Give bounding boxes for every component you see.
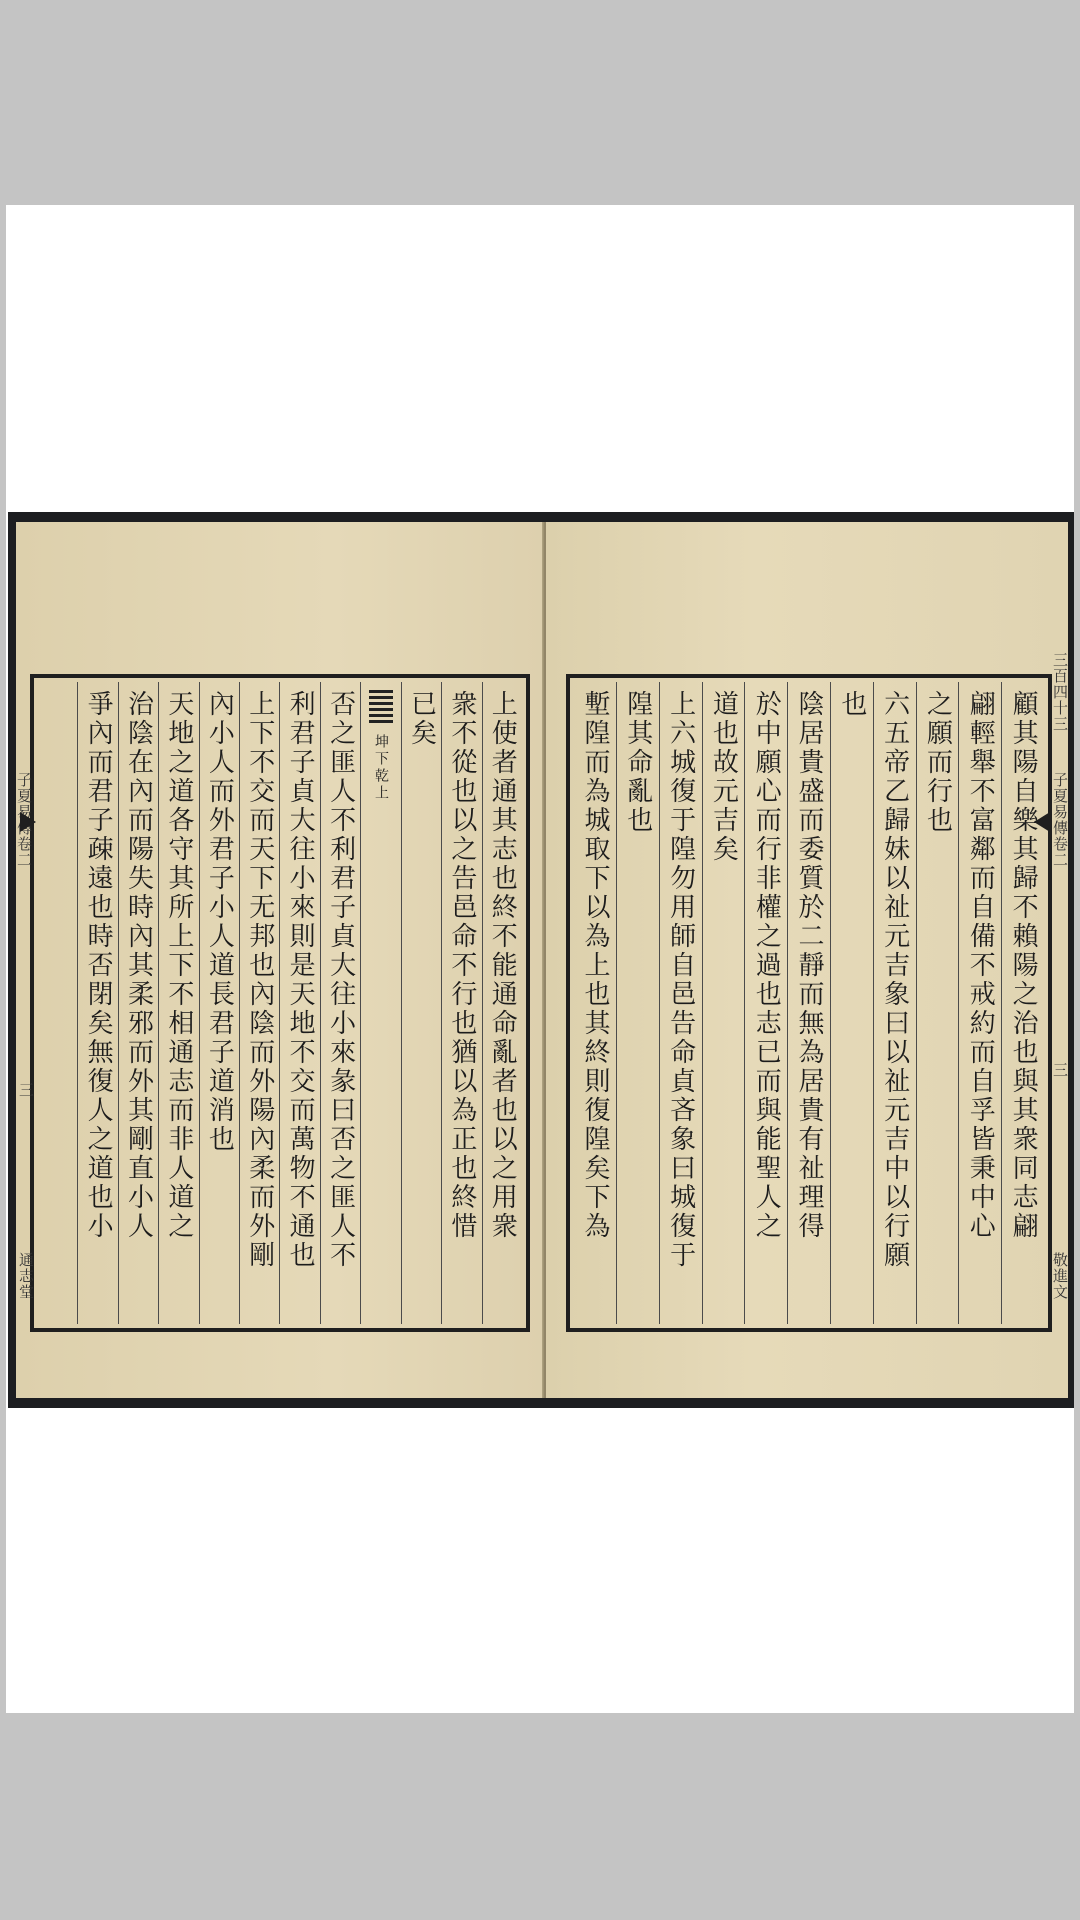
left-text-column — [360, 682, 400, 1324]
left-text-column — [320, 682, 360, 1324]
right-margin-publisher: 敬進文 — [1051, 1252, 1069, 1300]
left-column-text: 爭內而君子疎遠也時否閉矣無復人之道也小 — [83, 690, 114, 1241]
right-text-column — [702, 682, 745, 1324]
hexagram-line — [369, 708, 393, 711]
left-text-column — [77, 682, 117, 1324]
right-column-text: 陰居貴盛而委質於二靜而無為居貴有祉理得 — [794, 690, 825, 1241]
left-page — [16, 522, 544, 1398]
right-text-block — [566, 674, 1052, 1332]
right-text-column — [916, 682, 959, 1324]
left-column-text: 天地之道各守其所上下不相通志而非人道之 — [163, 690, 194, 1241]
left-column-text: 已矣 — [406, 690, 437, 748]
left-text-column — [118, 682, 158, 1324]
hexagram-line — [369, 720, 393, 723]
hexagram-line — [369, 696, 393, 699]
right-column-text: 也 — [836, 690, 867, 719]
hexagram-line — [369, 714, 393, 717]
right-margin-title: 子夏易傳卷二 — [1051, 772, 1069, 868]
right-fold-mark — [1034, 812, 1050, 832]
right-column-text: 道也故元吉矣 — [708, 690, 739, 864]
left-column-text: 衆不從也以之告邑命不行也猶以為正也終惜 — [446, 690, 477, 1241]
right-text-column — [830, 682, 873, 1324]
book-spread — [8, 512, 1074, 1408]
right-text-column — [787, 682, 830, 1324]
right-text-column — [1001, 682, 1044, 1324]
left-column-text: 內小人而外君子小人道長君子道消也 — [204, 690, 235, 1154]
right-column-text: 塹隍而為城取下以為上也其終則復隍矣下為 — [579, 690, 610, 1241]
right-margin-top: 三百四十三 — [1051, 652, 1069, 732]
left-margin-title: 子夏易傳卷二 — [15, 772, 33, 868]
left-column-text: 利君子貞大往小來則是天地不交而萬物不通也 — [285, 690, 316, 1270]
left-text-column — [158, 682, 198, 1324]
right-column-text: 隍其命亂也 — [622, 690, 653, 835]
left-column-text: 否之匪人不利君子貞大往小來彖曰否之匪人不 — [325, 690, 356, 1270]
left-text-column — [239, 682, 279, 1324]
left-text-block — [30, 674, 530, 1332]
right-text-column — [574, 682, 616, 1324]
right-text-column — [616, 682, 659, 1324]
hexagram-line — [369, 690, 393, 693]
left-columns — [38, 682, 522, 1324]
left-column-text: 治陰在內而陽失時內其柔邪而外其剛直小人 — [123, 690, 154, 1241]
left-text-column — [279, 682, 319, 1324]
left-margin-publisher: 通志堂 — [17, 1252, 35, 1300]
right-columns — [574, 682, 1044, 1324]
right-text-column — [659, 682, 702, 1324]
left-text-column — [401, 682, 441, 1324]
left-column-text: 坤下乾上 — [373, 734, 390, 802]
right-page — [546, 522, 1068, 1398]
right-text-column — [958, 682, 1001, 1324]
left-text-column — [199, 682, 239, 1324]
right-column-text: 上六城復于隍勿用師自邑告命貞吝象曰城復于 — [665, 690, 696, 1270]
right-column-text: 之願而行也 — [922, 690, 953, 835]
left-margin-page: 三 — [17, 1082, 35, 1098]
left-text-column — [482, 682, 522, 1324]
left-column-text: 上下不交而天下无邦也內陰而外陽內柔而外剛 — [244, 690, 275, 1270]
right-margin-page: 三 — [1051, 1062, 1069, 1078]
left-text-column — [441, 682, 481, 1324]
pi-hexagram-icon — [369, 690, 393, 723]
right-column-text: 於中願心而行非權之過也志已而與能聖人之 — [751, 690, 782, 1241]
right-column-text: 顧其陽自樂其歸不賴陽之治也與其衆同志翩 — [1008, 690, 1039, 1241]
hexagram-line — [369, 702, 393, 705]
right-column-text: 六五帝乙歸妹以祉元吉象曰以祉元吉中以行願 — [879, 690, 910, 1270]
left-column-text: 上使者通其志也終不能通命亂者也以之用衆 — [487, 690, 518, 1241]
left-text-column — [38, 682, 77, 1324]
right-column-text: 翩輕舉不富鄰而自備不戒約而自孚皆秉中心 — [965, 690, 996, 1241]
right-text-column — [744, 682, 787, 1324]
left-fold-mark — [20, 812, 36, 832]
right-text-column — [873, 682, 916, 1324]
